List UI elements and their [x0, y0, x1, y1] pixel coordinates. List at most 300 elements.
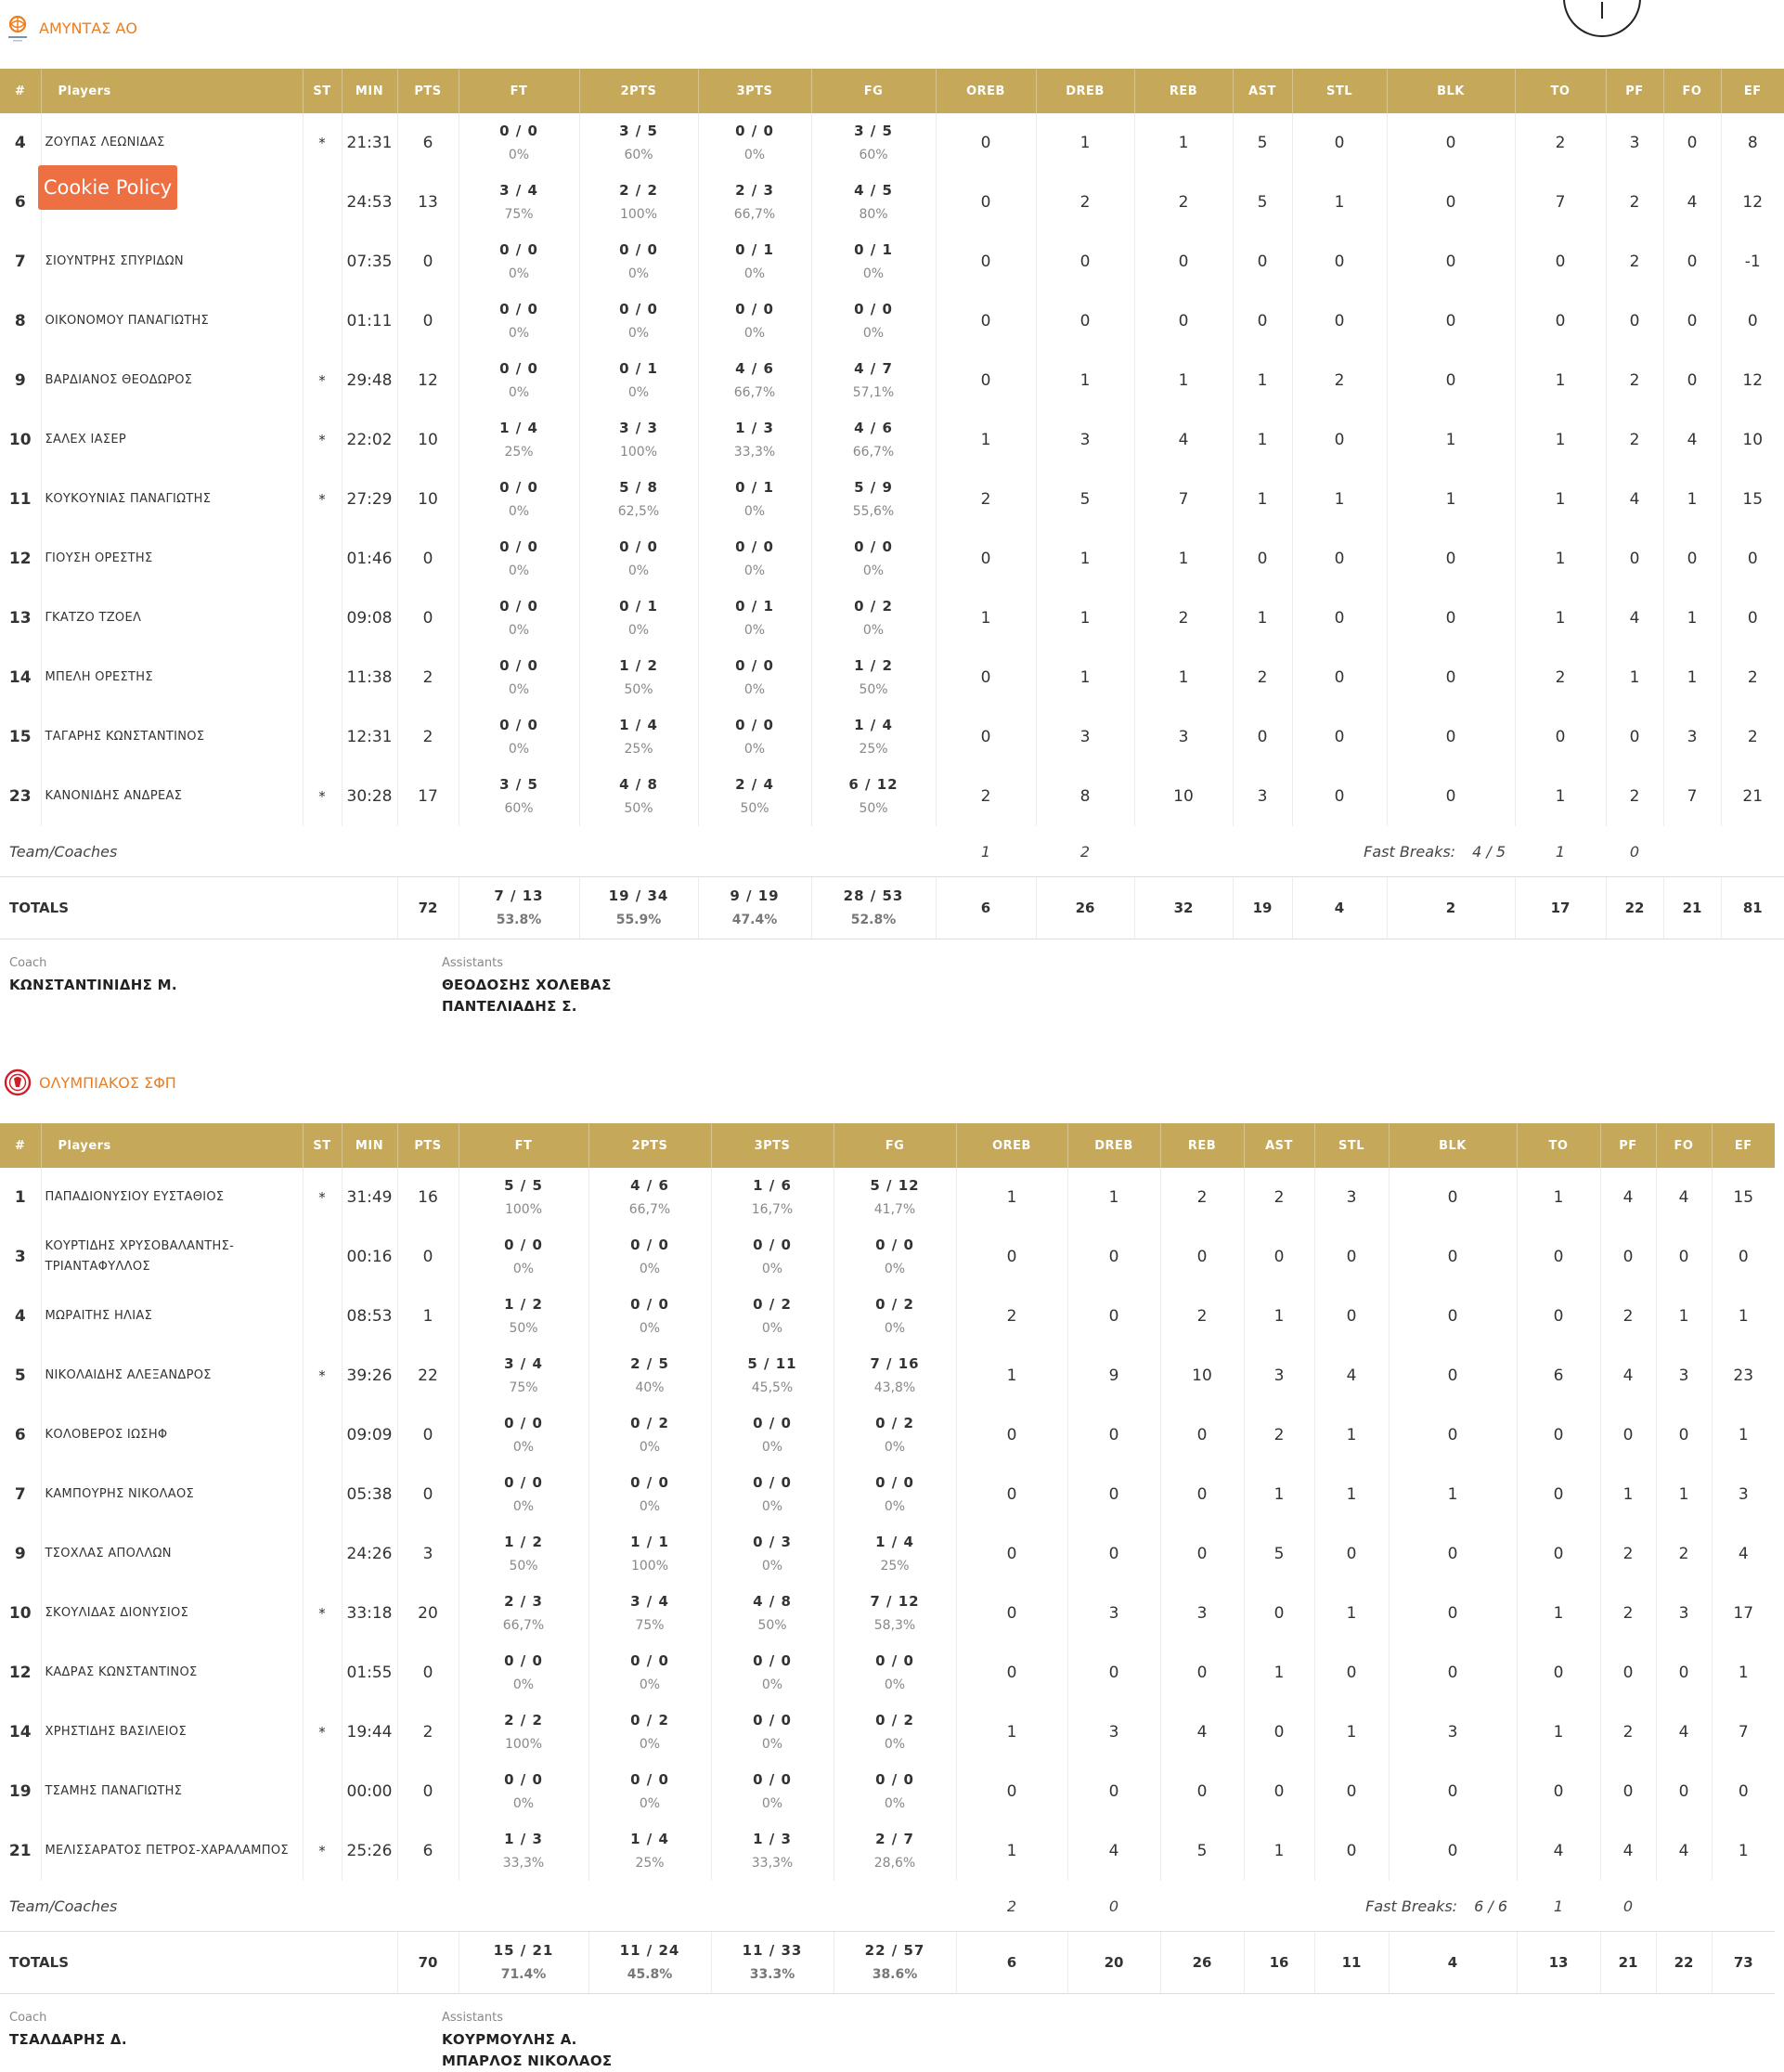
column-header-ast[interactable]: AST — [1233, 69, 1292, 113]
column-header-min[interactable]: MIN — [342, 69, 397, 113]
fg-percentage: 41,7% — [873, 1202, 916, 1217]
fg-made-attempted: 5 / 9 — [854, 479, 893, 496]
fg-made-attempted: 3 / 5 — [854, 123, 893, 139]
stat-dreb: 2 — [1036, 173, 1134, 232]
ft-percentage: 0% — [508, 563, 530, 578]
stat-reb: 0 — [1160, 1524, 1244, 1584]
ft-cell — [459, 1168, 588, 1227]
2pts-cell — [579, 351, 698, 410]
stat-stl: 0 — [1292, 410, 1387, 470]
player-name[interactable]: ΤΣΟΧΛΑΣ ΑΠΟΛΛΩΝ — [41, 1524, 303, 1584]
points: 2 — [397, 648, 459, 707]
table-row — [0, 173, 1784, 232]
column-header-players[interactable]: Players — [41, 1123, 303, 1168]
totals-stl: 4 — [1292, 877, 1387, 939]
stat-ast: 2 — [1244, 1405, 1314, 1465]
minutes: 22:02 — [342, 410, 397, 470]
totals-3pts-cell — [711, 1932, 834, 1994]
3pts-cell — [698, 173, 811, 232]
fg-cell — [811, 529, 936, 589]
stat-to: 7 — [1515, 173, 1606, 232]
table-row — [0, 1287, 1775, 1346]
ft-percentage: 75% — [504, 207, 534, 222]
stat-fo: 1 — [1663, 589, 1721, 648]
player-name[interactable]: ΒΑΡΔΙΑΝΟΣ ΘΕΟΔΩΡΟΣ — [41, 351, 303, 410]
stat-blk: 0 — [1387, 173, 1515, 232]
stat-pf: 2 — [1600, 1524, 1656, 1584]
stat-stl: 1 — [1292, 173, 1387, 232]
team-coaches-label: Team/Coaches — [9, 842, 118, 861]
stat-reb: 10 — [1134, 767, 1233, 826]
fg-percentage: 28,6% — [873, 1856, 916, 1871]
player-name[interactable]: ΣΚΟΥΛΙΔΑΣ ΔΙΟΝΥΣΙΟΣ — [41, 1584, 303, 1643]
player-name[interactable]: ΠΑΠΑΔΙΟΝΥΣΙΟΥ ΕΥΣΤΑΘΙΟΣ — [41, 1168, 303, 1227]
points: 17 — [397, 767, 459, 826]
totals-fo: 21 — [1663, 877, 1721, 939]
fg-made-attempted: 0 / 0 — [854, 538, 893, 555]
stat-fo: 3 — [1663, 707, 1721, 767]
stat-dreb: 1 — [1036, 351, 1134, 410]
minutes: 24:26 — [342, 1524, 397, 1584]
starter-mark: * — [303, 113, 342, 173]
stat-to: 1 — [1515, 767, 1606, 826]
ft-made-attempted: 1 / 2 — [504, 1534, 543, 1550]
2pts-made-attempted: 3 / 4 — [630, 1593, 669, 1610]
player-name[interactable]: ΜΕΛΙΣΣΑΡΑΤΟΣ ΠΕΤΡΟΣ-ΧΑΡΑΛΑΜΠΟΣ — [41, 1821, 303, 1881]
stat-ast: 2 — [1233, 648, 1292, 707]
stat-stl: 1 — [1314, 1405, 1389, 1465]
column-header-3pts[interactable]: 3PTS — [698, 69, 811, 113]
totals-ft-made-attempted: 15 / 21 — [493, 1942, 554, 1959]
fg-percentage: 50% — [859, 801, 888, 816]
column-header-blk[interactable]: BLK — [1389, 1123, 1517, 1168]
2pts-made-attempted: 0 / 0 — [619, 538, 658, 555]
column-header-reb[interactable]: REB — [1134, 69, 1233, 113]
stat-oreb: 1 — [956, 1821, 1067, 1881]
stat-oreb: 1 — [936, 410, 1036, 470]
column-header-2pts[interactable]: 2PTS — [588, 1123, 711, 1168]
totals-3pts-percentage: 47.4% — [731, 913, 778, 927]
cookie-policy-button[interactable]: Cookie Policy — [38, 165, 177, 210]
player-name[interactable]: ΤΣΑΜΗΣ ΠΑΝΑΓΙΩΤΗΣ — [41, 1762, 303, 1821]
team-name[interactable]: ΑΜΥΝΤΑΣ ΑΟ — [39, 19, 137, 37]
3pts-percentage: 66,7% — [733, 207, 776, 222]
stat-oreb: 0 — [936, 232, 1036, 291]
stat-pf: 1 — [1606, 648, 1663, 707]
stat-ast: 1 — [1233, 470, 1292, 529]
column-header-ef[interactable]: EF — [1721, 69, 1784, 113]
player-name[interactable]: ΤΑΓΑΡΗΣ ΚΩΝΣΤΑΝΤΙΝΟΣ — [41, 707, 303, 767]
column-header-fo[interactable]: FO — [1656, 1123, 1712, 1168]
totals-2pts-percentage: 55.9% — [615, 913, 662, 927]
stat-stl: 2 — [1292, 351, 1387, 410]
minutes: 21:31 — [342, 113, 397, 173]
column-header-fg[interactable]: FG — [834, 1123, 956, 1168]
minutes: 31:49 — [342, 1168, 397, 1227]
2pts-percentage: 0% — [639, 1796, 661, 1811]
stat-pf: 4 — [1606, 589, 1663, 648]
stat-blk: 0 — [1387, 113, 1515, 173]
totals-pf: 21 — [1600, 1932, 1656, 1994]
table-row — [0, 351, 1784, 410]
2pts-percentage: 25% — [624, 742, 653, 757]
stat-ef: 21 — [1721, 767, 1784, 826]
player-name[interactable]: ΧΡΗΣΤΙΔΗΣ ΒΑΣΙΛΕΙΟΣ — [41, 1703, 303, 1762]
totals-reb: 32 — [1134, 877, 1233, 939]
totals-stl: 11 — [1314, 1932, 1389, 1994]
stat-to: 1 — [1515, 410, 1606, 470]
stat-oreb: 0 — [936, 291, 1036, 351]
player-name[interactable]: ΚΑΝΟΝΙΔΗΣ ΑΝΔΡΕΑΣ — [41, 767, 303, 826]
table-row — [0, 529, 1784, 589]
player-name[interactable]: ΓΙΟΥΣΗ ΟΡΕΣΤΗΣ — [41, 529, 303, 589]
ft-percentage: 0% — [508, 623, 530, 638]
3pts-cell — [711, 1227, 834, 1287]
2pts-cell — [579, 470, 698, 529]
player-name[interactable]: ΚΑΔΡΑΣ ΚΩΝΣΤΑΝΤΙΝΟΣ — [41, 1643, 303, 1703]
fast-breaks — [1233, 826, 1515, 877]
column-header-fg[interactable]: FG — [811, 69, 936, 113]
ft-cell — [459, 1762, 588, 1821]
stat-fo: 0 — [1663, 529, 1721, 589]
2pts-made-attempted: 0 / 0 — [630, 1652, 669, 1669]
stat-to: 1 — [1517, 1703, 1600, 1762]
stat-to: 0 — [1517, 1287, 1600, 1346]
player-name[interactable]: ΚΟΛΟΒΕΡΟΣ ΙΩΣΗΦ — [41, 1405, 303, 1465]
stat-oreb: 0 — [936, 707, 1036, 767]
ft-percentage: 0% — [508, 266, 530, 281]
3pts-cell — [711, 1703, 834, 1762]
stat-blk: 0 — [1389, 1405, 1517, 1465]
player-name[interactable]: ΜΩΡΑΙΤΗΣ ΗΛΙΑΣ — [41, 1287, 303, 1346]
column-header-st[interactable]: ST — [303, 69, 342, 113]
player-name[interactable]: ΣΙΟΥΝΤΡΗΣ ΣΠΥΡΙΔΩΝ — [41, 232, 303, 291]
starter-mark — [303, 707, 342, 767]
3pts-percentage: 0% — [761, 1796, 783, 1811]
points: 6 — [397, 113, 459, 173]
2pts-made-attempted: 0 / 0 — [630, 1771, 669, 1788]
fg-made-attempted: 4 / 6 — [854, 420, 893, 436]
stat-to: 1 — [1515, 529, 1606, 589]
3pts-made-attempted: 0 / 0 — [735, 657, 774, 674]
stat-dreb: 0 — [1036, 232, 1134, 291]
fg-percentage: 0% — [862, 266, 885, 281]
stat-blk: 0 — [1387, 351, 1515, 410]
column-header-pf[interactable]: PF — [1600, 1123, 1656, 1168]
column-header-[interactable]: # — [0, 1123, 41, 1168]
stat-dreb: 1 — [1036, 529, 1134, 589]
2pts-percentage: 100% — [619, 207, 658, 222]
3pts-cell — [698, 470, 811, 529]
3pts-made-attempted: 0 / 0 — [735, 538, 774, 555]
column-header-to[interactable]: TO — [1517, 1123, 1600, 1168]
stat-oreb: 0 — [956, 1227, 1067, 1287]
team-oreb: 2 — [1006, 1897, 1017, 1915]
minutes: 25:26 — [342, 1821, 397, 1881]
stat-to: 0 — [1517, 1227, 1600, 1287]
2pts-made-attempted: 1 / 1 — [630, 1534, 669, 1550]
stat-ast: 0 — [1244, 1584, 1314, 1643]
stat-dreb: 0 — [1067, 1643, 1160, 1703]
fg-percentage: 25% — [859, 742, 888, 757]
team-header — [6, 1064, 176, 1101]
column-header-blk[interactable]: BLK — [1387, 69, 1515, 113]
column-header-min[interactable]: MIN — [342, 1123, 397, 1168]
ft-made-attempted: 2 / 3 — [504, 1593, 543, 1610]
minutes: 12:31 — [342, 707, 397, 767]
3pts-percentage: 45,5% — [751, 1380, 794, 1395]
fg-cell — [811, 589, 936, 648]
team-name[interactable]: ΟΛΥΜΠΙΑΚΟΣ ΣΦΠ — [39, 1073, 176, 1092]
3pts-made-attempted: 4 / 6 — [735, 360, 774, 377]
stat-fo: 4 — [1663, 173, 1721, 232]
minutes: 24:53 — [342, 173, 397, 232]
stat-pf: 4 — [1600, 1821, 1656, 1881]
stat-ef: 12 — [1721, 351, 1784, 410]
player-name[interactable]: ΜΠΕΛΗ ΟΡΕΣΤΗΣ — [41, 648, 303, 707]
stat-reb: 2 — [1134, 173, 1233, 232]
2pts-made-attempted: 0 / 0 — [619, 241, 658, 258]
stat-oreb: 0 — [936, 173, 1036, 232]
fg-percentage: 58,3% — [873, 1618, 916, 1633]
2pts-cell — [588, 1465, 711, 1524]
points: 6 — [397, 1821, 459, 1881]
totals-row — [0, 877, 1784, 939]
ft-percentage: 0% — [512, 1440, 535, 1455]
stat-fo: 0 — [1656, 1227, 1712, 1287]
stat-reb: 4 — [1134, 410, 1233, 470]
ft-made-attempted: 0 / 0 — [499, 479, 538, 496]
totals-ft-percentage: 71.4% — [500, 1967, 547, 1982]
stat-pf: 2 — [1606, 410, 1663, 470]
stat-blk: 0 — [1389, 1584, 1517, 1643]
fg-made-attempted: 0 / 2 — [875, 1415, 914, 1431]
3pts-cell — [711, 1643, 834, 1703]
player-name[interactable]: ΝΙΚΟΛΑΙΔΗΣ ΑΛΕΞΑΝΔΡΟΣ — [41, 1346, 303, 1405]
fg-percentage: 0% — [884, 1321, 906, 1336]
column-header-oreb[interactable]: OREB — [936, 69, 1036, 113]
3pts-cell — [711, 1821, 834, 1881]
3pts-cell — [698, 232, 811, 291]
3pts-percentage: 16,7% — [751, 1202, 794, 1217]
player-number: 19 — [8, 1782, 32, 1801]
player-number: 21 — [8, 1842, 32, 1860]
stat-fo: 2 — [1656, 1524, 1712, 1584]
2pts-percentage: 0% — [639, 1499, 661, 1514]
stat-blk: 0 — [1389, 1643, 1517, 1703]
points: 0 — [397, 589, 459, 648]
player-name[interactable]: ΓΚΑΤΖΟ ΤΖΟΕΛ — [41, 589, 303, 648]
2pts-cell — [588, 1762, 711, 1821]
minutes: 27:29 — [342, 470, 397, 529]
column-header-stl[interactable]: STL — [1292, 69, 1387, 113]
minutes: 11:38 — [342, 648, 397, 707]
player-number: 15 — [8, 728, 32, 746]
column-header-reb[interactable]: REB — [1160, 1123, 1244, 1168]
stat-to: 1 — [1517, 1168, 1600, 1227]
3pts-cell — [711, 1465, 834, 1524]
starter-mark: * — [303, 351, 342, 410]
ft-made-attempted: 0 / 0 — [499, 360, 538, 377]
player-number: 9 — [14, 1545, 26, 1563]
column-header-dreb[interactable]: DREB — [1067, 1123, 1160, 1168]
stat-pf: 2 — [1600, 1287, 1656, 1346]
stat-dreb: 4 — [1067, 1821, 1160, 1881]
scroll-top-circle-icon[interactable] — [1563, 0, 1641, 37]
3pts-made-attempted: 1 / 6 — [753, 1177, 792, 1194]
3pts-made-attempted: 2 / 3 — [735, 182, 774, 199]
stat-dreb: 5 — [1036, 470, 1134, 529]
column-header-players[interactable]: Players — [41, 69, 303, 113]
minutes: 00:00 — [342, 1762, 397, 1821]
column-header-stl[interactable]: STL — [1314, 1123, 1389, 1168]
fg-percentage: 0% — [884, 1677, 906, 1692]
box-score-table — [0, 1123, 1775, 1994]
player-name[interactable]: ΣΑΛΕΧ ΙΑΣΕΡ — [41, 410, 303, 470]
stat-blk: 0 — [1387, 529, 1515, 589]
player-number: 8 — [14, 312, 26, 330]
stat-fo: 0 — [1663, 351, 1721, 410]
column-header-ef[interactable]: EF — [1712, 1123, 1775, 1168]
fg-cell — [811, 232, 936, 291]
player-number: 4 — [14, 1307, 26, 1326]
stat-to: 1 — [1515, 470, 1606, 529]
ft-made-attempted: 0 / 0 — [499, 538, 538, 555]
stat-reb: 3 — [1160, 1584, 1244, 1643]
team-coaches-label: Team/Coaches — [9, 1897, 118, 1915]
2pts-percentage: 66,7% — [628, 1202, 671, 1217]
column-header-[interactable]: # — [0, 69, 41, 113]
column-header-dreb[interactable]: DREB — [1036, 69, 1134, 113]
player-name[interactable]: ΟΙΚΟΝΟΜΟΥ ΠΑΝΑΓΙΩΤΗΣ — [41, 291, 303, 351]
stat-ast: 0 — [1233, 529, 1292, 589]
fg-made-attempted: 0 / 1 — [854, 241, 893, 258]
player-number: 23 — [8, 787, 32, 806]
ft-cell — [459, 1821, 588, 1881]
column-header-3pts[interactable]: 3PTS — [711, 1123, 834, 1168]
fg-made-attempted: 0 / 0 — [875, 1474, 914, 1491]
player-name[interactable]: ΖΟΥΠΑΣ ΛΕΩΝΙΔΑΣ — [41, 113, 303, 173]
stat-reb: 0 — [1134, 232, 1233, 291]
fg-cell — [811, 291, 936, 351]
starter-mark: * — [303, 767, 342, 826]
fg-made-attempted: 0 / 2 — [875, 1296, 914, 1313]
stat-pf: 0 — [1600, 1227, 1656, 1287]
player-number: 6 — [14, 193, 26, 212]
fast-breaks — [1244, 1881, 1517, 1932]
stat-blk: 0 — [1389, 1524, 1517, 1584]
stat-fo: 3 — [1656, 1584, 1712, 1643]
fg-cell — [834, 1524, 956, 1584]
table-row — [0, 232, 1784, 291]
points: 10 — [397, 470, 459, 529]
ft-made-attempted: 2 / 2 — [504, 1712, 543, 1729]
2pts-cell — [588, 1584, 711, 1643]
totals-oreb: 6 — [936, 877, 1036, 939]
stat-oreb: 0 — [956, 1643, 1067, 1703]
stat-ef: 0 — [1712, 1227, 1775, 1287]
3pts-percentage: 0% — [743, 148, 766, 162]
3pts-made-attempted: 0 / 1 — [735, 479, 774, 496]
totals-2pts-cell — [588, 1932, 711, 1994]
ft-made-attempted: 0 / 0 — [499, 241, 538, 258]
column-header-pts[interactable]: PTS — [397, 69, 459, 113]
2pts-cell — [579, 173, 698, 232]
ft-cell — [459, 1584, 588, 1643]
2pts-percentage: 0% — [639, 1321, 661, 1336]
player-number: 7 — [14, 253, 26, 271]
2pts-made-attempted: 0 / 1 — [619, 360, 658, 377]
2pts-made-attempted: 4 / 8 — [619, 776, 658, 793]
stat-oreb: 2 — [936, 470, 1036, 529]
fg-percentage: 0% — [884, 1499, 906, 1514]
ft-percentage: 100% — [504, 1737, 543, 1752]
column-header-ast[interactable]: AST — [1244, 1123, 1314, 1168]
stat-pf: 2 — [1606, 232, 1663, 291]
table-row — [0, 1762, 1775, 1821]
column-header-2pts[interactable]: 2PTS — [579, 69, 698, 113]
3pts-percentage: 0% — [761, 1559, 783, 1573]
column-header-ft[interactable]: FT — [459, 1123, 588, 1168]
table-row — [0, 1227, 1775, 1287]
minutes: 33:18 — [342, 1584, 397, 1643]
player-name[interactable]: ΚΑΜΠΟΥΡΗΣ ΝΙΚΟΛΑΟΣ — [41, 1465, 303, 1524]
fg-percentage: 50% — [859, 682, 888, 697]
stat-dreb: 0 — [1067, 1405, 1160, 1465]
column-header-pts[interactable]: PTS — [397, 1123, 459, 1168]
column-header-oreb[interactable]: OREB — [956, 1123, 1067, 1168]
stat-blk: 0 — [1389, 1168, 1517, 1227]
totals-ft-cell — [459, 1932, 588, 1994]
3pts-cell — [698, 767, 811, 826]
fg-percentage: 0% — [862, 326, 885, 341]
stat-dreb: 0 — [1067, 1227, 1160, 1287]
player-name[interactable]: ΚΟΥΡΤΙΔΗΣ ΧΡΥΣΟΒΑΛΑΝΤΗΣ-ΤΡΙΑΝΤΑΦΥΛΛΟΣ — [41, 1227, 303, 1287]
totals-row — [0, 1932, 1775, 1994]
table-row — [0, 1405, 1775, 1465]
column-header-pf[interactable]: PF — [1606, 69, 1663, 113]
stat-ast: 1 — [1244, 1643, 1314, 1703]
3pts-made-attempted: 1 / 3 — [735, 420, 774, 436]
column-header-st[interactable]: ST — [303, 1123, 342, 1168]
totals-dreb: 20 — [1067, 1932, 1160, 1994]
ft-cell — [459, 113, 579, 173]
3pts-made-attempted: 0 / 0 — [753, 1712, 792, 1729]
stat-reb: 1 — [1134, 351, 1233, 410]
team-coaches-row — [0, 826, 1784, 877]
column-header-to[interactable]: TO — [1515, 69, 1606, 113]
stat-blk: 0 — [1389, 1287, 1517, 1346]
3pts-made-attempted: 0 / 0 — [753, 1771, 792, 1788]
fg-percentage: 0% — [884, 1440, 906, 1455]
ft-made-attempted: 0 / 0 — [499, 123, 538, 139]
3pts-percentage: 0% — [761, 1499, 783, 1514]
3pts-made-attempted: 5 / 11 — [747, 1355, 797, 1372]
column-header-ft[interactable]: FT — [459, 69, 579, 113]
stat-dreb: 1 — [1036, 113, 1134, 173]
player-name[interactable]: ΚΟΥΚΟΥΝΙΑΣ ΠΑΝΑΓΙΩΤΗΣ — [41, 470, 303, 529]
2pts-percentage: 40% — [635, 1380, 665, 1395]
stat-dreb: 3 — [1067, 1703, 1160, 1762]
column-header-fo[interactable]: FO — [1663, 69, 1721, 113]
2pts-cell — [579, 648, 698, 707]
totals-ef: 81 — [1721, 877, 1784, 939]
fg-cell — [834, 1465, 956, 1524]
2pts-made-attempted: 0 / 0 — [630, 1237, 669, 1253]
stat-oreb: 0 — [936, 529, 1036, 589]
ft-cell — [459, 470, 579, 529]
fg-made-attempted: 0 / 0 — [854, 301, 893, 317]
